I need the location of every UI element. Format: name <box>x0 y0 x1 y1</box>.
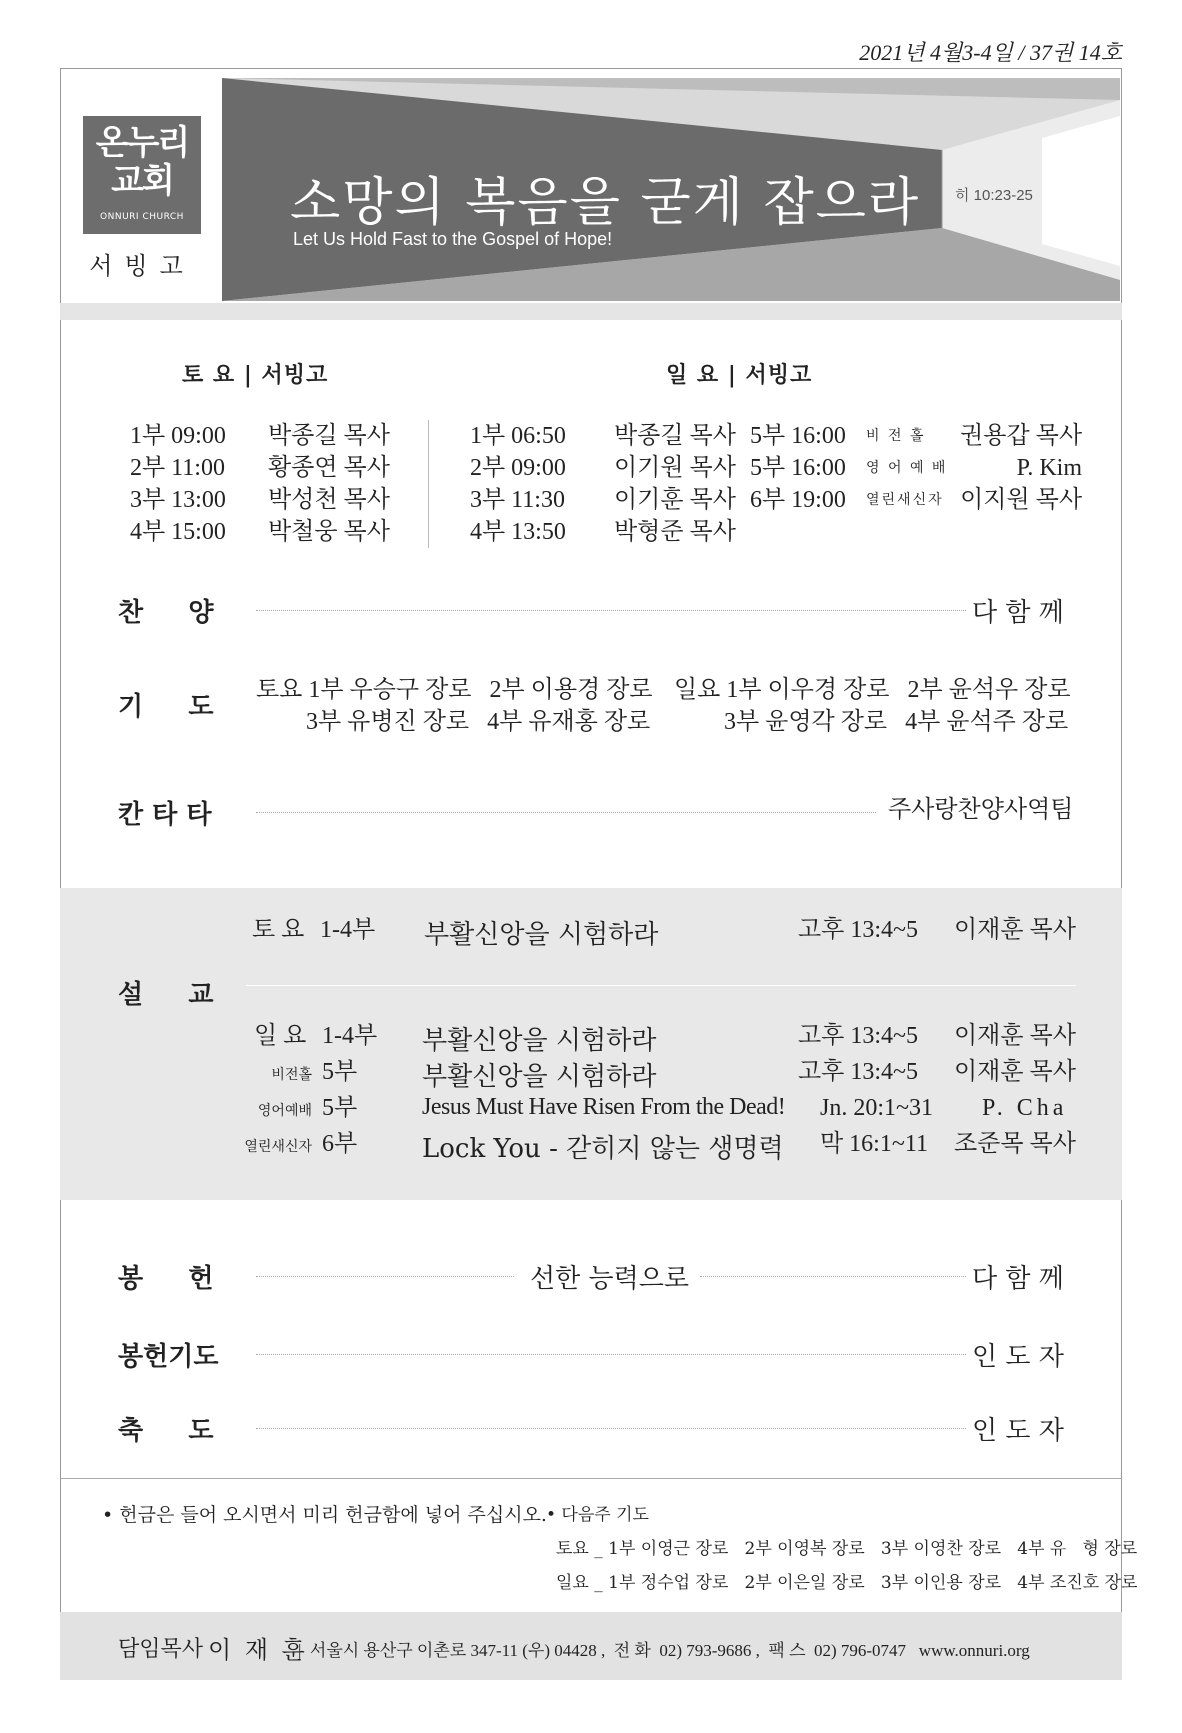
benediction-leader: 인 도 자 <box>972 1416 1064 1446</box>
sermon-english-preacher: P. Cha <box>982 1095 1068 1121</box>
praise-leader: 다 함 께 <box>972 598 1064 628</box>
header-divider <box>60 303 1122 320</box>
offering-song: 선한 능력으로 <box>530 1264 689 1294</box>
sermon-newcomer-preacher: 조준목 목사 <box>954 1131 1076 1157</box>
sermon-newcomer-session: 6부 <box>322 1131 358 1157</box>
sermon-sun-reference: 고후 13:4~5 <box>798 1023 919 1049</box>
sermon-vision-hall-reference: 고후 13:4~5 <box>798 1059 919 1085</box>
sermon-sun-day: 일 요 <box>254 1023 307 1049</box>
list-item: 1부 06:50 <box>470 423 566 449</box>
list-item: 영 어 예 배 <box>866 460 948 476</box>
sermon-english-title: Jesus Must Have Risen From the Dead! <box>422 1094 786 1120</box>
sermon-newcomer-title: Lock You - 갇히지 않는 생명력 <box>422 1134 784 1164</box>
list-item: 4부 13:50 <box>470 519 566 545</box>
sermon-vision-hall-label: 비전홀 <box>271 1067 312 1083</box>
leader-dots <box>700 1276 966 1277</box>
offering-prayer-leader: 인 도 자 <box>972 1342 1064 1372</box>
notes-divider <box>60 1478 1122 1479</box>
sunday-extra-pastors <box>940 420 1082 516</box>
church-address: | 서울시 용산구 이촌로 347-11 (우) 04428 , 전 화 02) 793-9686 , 팩 스 02) 796-0747 www.onnuri.org <box>298 1641 1030 1660</box>
list-item: 3부 13:00 <box>130 487 226 513</box>
next-week-prayer-title: • 다음주 기도 <box>546 1505 649 1525</box>
leader-dots <box>256 1276 514 1277</box>
sermon-sun-session: 1-4부 <box>322 1023 378 1049</box>
next-week-prayer-sunday: 일요 _ 1부 정수업 장로 2부 이은일 장로 3부 이인용 장로 4부 조진호 장로 <box>556 1573 1138 1593</box>
saturday-pastors <box>268 420 390 548</box>
list-item: 4부 15:00 <box>130 519 226 545</box>
sermon-sun-preacher: 이재훈 목사 <box>954 1023 1076 1049</box>
sunday-heading: 일 요 | 서빙고 <box>666 362 813 388</box>
church-logo <box>83 116 201 234</box>
list-item: 박철웅 목사 <box>268 519 390 545</box>
list-item: 2부 11:00 <box>130 455 225 481</box>
sermon-series-subtitle: Let Us Hold Fast to the Gospel of Hope! <box>293 229 613 249</box>
sermon-newcomer-label: 열린새신자 <box>244 1139 312 1155</box>
leader-dots <box>256 812 876 813</box>
sermon-newcomer-reference: 막 16:1~11 <box>820 1131 928 1157</box>
list-item: 박종길 목사 <box>614 423 736 449</box>
next-week-prayer-saturday: 토요 _ 1부 이영근 장로 2부 이영복 장로 3부 이영찬 장로 4부 유 형 장로 <box>556 1539 1138 1559</box>
offering-leader: 다 함 께 <box>972 1264 1064 1294</box>
saturday-sessions <box>130 420 226 548</box>
list-item: 5부 16:00 <box>750 423 846 449</box>
sermon-sat-reference: 고후 13:4~5 <box>798 917 919 943</box>
logo-text-line2: 교회 <box>111 161 173 201</box>
offering-label: 봉 헌 <box>118 1264 214 1294</box>
list-item: 황종연 목사 <box>268 455 390 481</box>
cantata-team: 주사랑찬양사역팀 <box>888 797 1074 823</box>
leader-dots <box>256 1428 966 1429</box>
sermon-series-title: 소망의 복음을 굳게 잡으라 <box>290 173 921 233</box>
logo-text-line1: 온누리 <box>95 123 189 163</box>
list-item: 박성천 목사 <box>268 487 390 513</box>
list-item: 이지원 목사 <box>960 487 1082 513</box>
sunday-extra-places <box>866 420 947 516</box>
senior-pastor-label: 담임목사 <box>118 1637 204 1662</box>
sermon-sat-day: 토 요 <box>252 917 305 943</box>
list-item: 3부 11:30 <box>470 487 565 513</box>
sunday-extra-sessions <box>750 420 846 516</box>
list-item: 박종길 목사 <box>268 423 390 449</box>
campus-name: 서빙고 <box>89 252 195 280</box>
prayer-sunday-line2: 3부 윤영각 장로 4부 윤석주 장로 <box>724 709 1069 735</box>
offering-notice: • 헌금은 들어 오시면서 미리 헌금함에 넣어 주십시오. <box>102 1504 547 1526</box>
list-item: P. Kim <box>1016 455 1082 481</box>
logo-subtitle: ONNURI CHURCH <box>100 212 184 222</box>
list-item: 6부 19:00 <box>750 487 846 513</box>
prayer-saturday-line2: 3부 유병진 장로 4부 유재홍 장로 <box>306 709 651 735</box>
list-item: 1부 09:00 <box>130 423 226 449</box>
sermon-english-reference: Jn. 20:1~31 <box>820 1095 933 1121</box>
sermon-sat-session: 1-4부 <box>320 917 376 943</box>
sermon-english-label: 영어예배 <box>257 1103 312 1119</box>
sermon-sat-preacher: 이재훈 목사 <box>954 917 1076 943</box>
list-item: 5부 16:00 <box>750 455 846 481</box>
series-verse: 히 10:23-25 <box>955 187 1033 204</box>
cantata-label: 칸 타 타 <box>118 800 212 830</box>
sermon-sun-title: 부활신앙을 시험하라 <box>422 1026 657 1056</box>
issue-date: 2021년 4월3-4일 / 37권 14호 <box>859 40 1122 65</box>
list-item: 박형준 목사 <box>614 519 736 545</box>
list-item: 열린새신자 <box>866 492 944 508</box>
saturday-heading: 토 요 | 서빙고 <box>182 362 329 388</box>
benediction-label: 축 도 <box>118 1416 214 1446</box>
sermon-divider <box>246 985 1076 986</box>
list-item: 2부 09:00 <box>470 455 566 481</box>
offering-prayer-label: 봉헌기도 <box>118 1342 219 1372</box>
prayer-sunday-line1: 일요 1부 이우경 장로 2부 윤석우 장로 <box>674 677 1071 703</box>
sermon-vision-hall-title: 부활신앙을 시험하라 <box>422 1062 657 1092</box>
list-item: 이기훈 목사 <box>614 487 736 513</box>
praise-label: 찬 양 <box>118 598 214 628</box>
prayer-label: 기 도 <box>118 692 214 722</box>
sermon-vision-hall-session: 5부 <box>322 1059 358 1085</box>
schedule-divider <box>428 420 429 548</box>
sermon-label: 설 교 <box>118 980 214 1010</box>
list-item: 비 전 홀 <box>866 428 926 444</box>
sermon-vision-hall-preacher: 이재훈 목사 <box>954 1059 1076 1085</box>
list-item: 이기원 목사 <box>614 455 736 481</box>
senior-pastor-name: 이 재 훈 <box>208 1636 308 1664</box>
list-item: 권용갑 목사 <box>960 423 1082 449</box>
prayer-saturday-line1: 토요 1부 우승구 장로 2부 이용경 장로 <box>256 677 653 703</box>
leader-dots <box>256 1354 966 1355</box>
sermon-english-session: 5부 <box>322 1095 358 1121</box>
sunday-sessions <box>470 420 566 548</box>
sunday-pastors <box>614 420 736 548</box>
sermon-sat-title: 부활신앙을 시험하라 <box>424 920 659 950</box>
leader-dots <box>256 610 966 611</box>
